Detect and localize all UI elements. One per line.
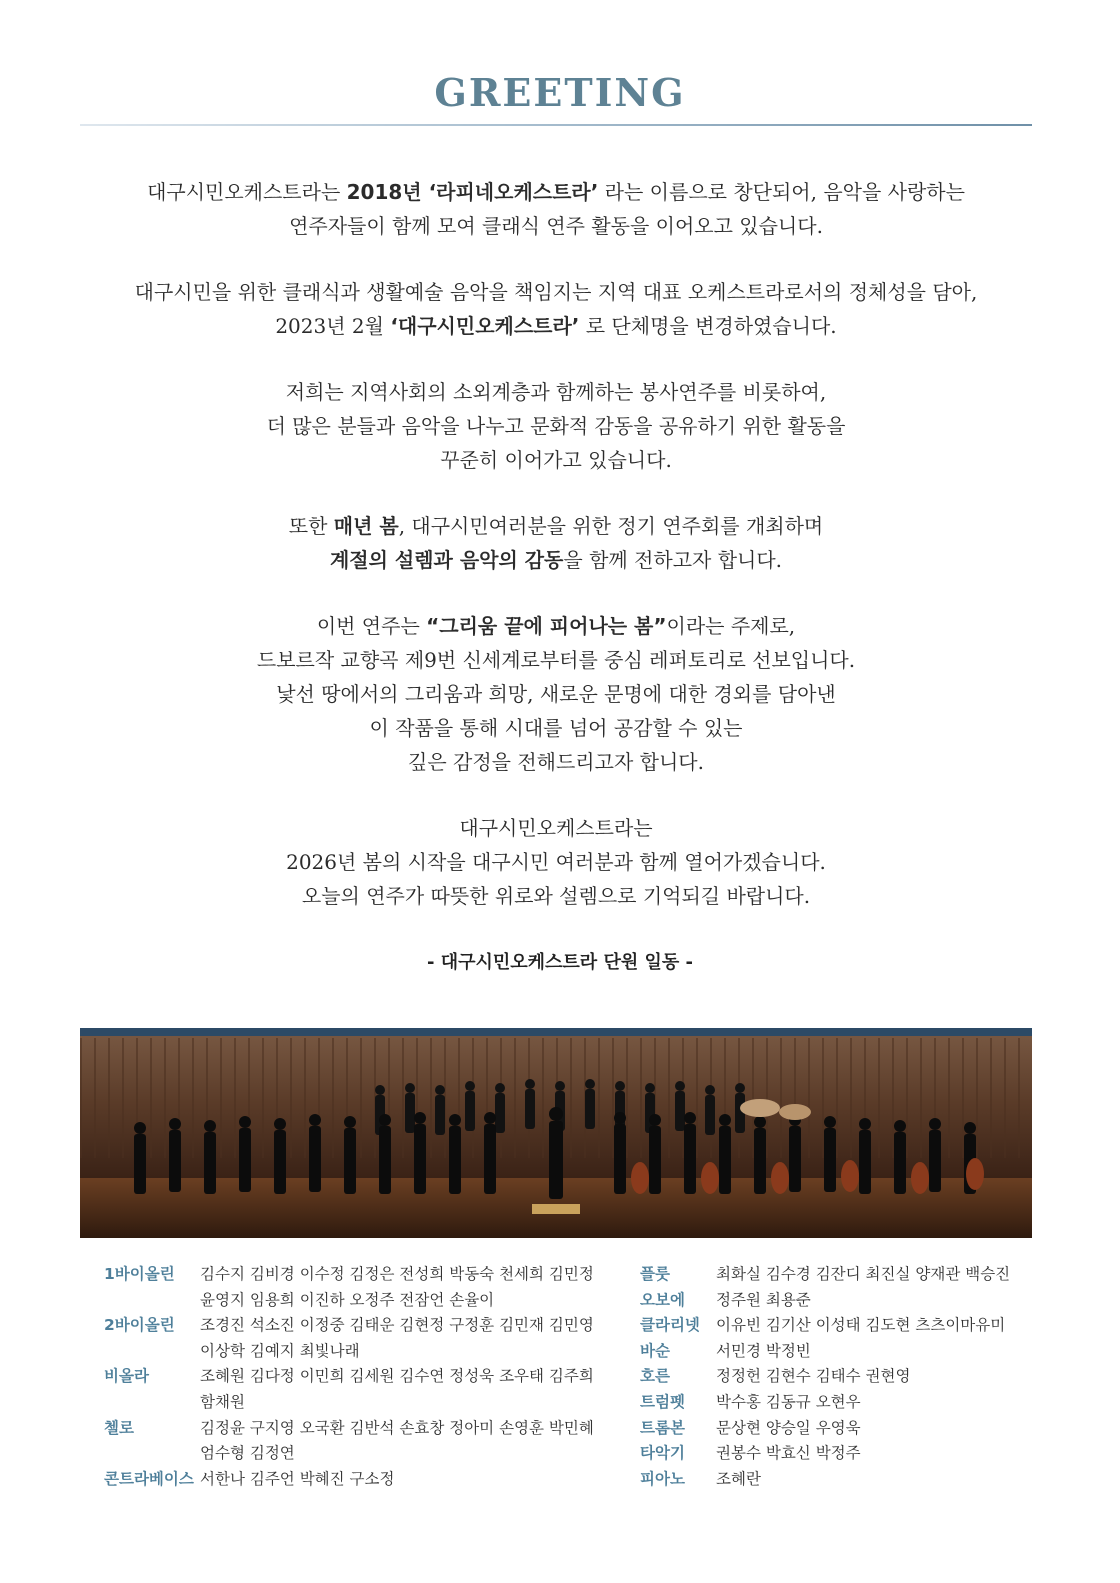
instrument-label: 첼로	[104, 1418, 134, 1437]
roster-row	[640, 1416, 1040, 1442]
greeting-paragraph-6	[80, 811, 1032, 913]
text-segment: 또한	[288, 514, 334, 538]
roster-row	[640, 1441, 1040, 1467]
instrument-label	[104, 1390, 200, 1416]
instrument-label: 비올라	[104, 1367, 149, 1386]
roster-column-right	[640, 1262, 1040, 1492]
member-names: 조경진 석소진 이정중 김태운 김현정 구정훈 김민재 김민영	[200, 1316, 594, 1335]
roster-row	[104, 1390, 624, 1416]
greeting-text	[80, 175, 1032, 945]
greeting-line: 꾸준히 이어가고 있습니다.	[440, 448, 672, 472]
greeting-line	[80, 543, 1032, 577]
text-segment-bold: 계절의 설렘과 음악의 감동	[329, 548, 564, 572]
instrument-label: 클라리넷	[640, 1316, 700, 1335]
text-segment: 라는 이름으로 창단되어, 음악을 사랑하는	[598, 180, 965, 204]
signature: - 대구시민오케스트라 단원 일동 -	[426, 952, 694, 973]
member-names: 엄수형 김정연	[200, 1444, 295, 1463]
instrument-label: 피아노	[640, 1469, 685, 1488]
page-title: GREETING	[434, 70, 686, 115]
greeting-line	[80, 609, 1032, 643]
text-segment: 이번 연주는	[316, 614, 427, 638]
roster-row	[104, 1441, 624, 1467]
roster-row	[640, 1467, 1040, 1493]
member-names: 박수홍 김동규 오현우	[716, 1392, 861, 1411]
title-divider	[80, 124, 1032, 126]
greeting-line: 대구시민을 위한 클래식과 생활예술 음악을 책임지는 지역 대표 오케스트라로서의 정체성을 담아,	[134, 280, 978, 304]
podium	[532, 1204, 580, 1214]
instrument-label: 2바이올린	[104, 1316, 175, 1335]
member-names: 김정윤 구지영 오국환 김반석 손효창 정아미 손영훈 박민혜	[200, 1418, 594, 1437]
member-names: 이상학 김예지 최빛나래	[200, 1341, 360, 1360]
instrument-label: 콘트라베이스	[104, 1469, 194, 1488]
greeting-line: 저희는 지역사회의 소외계층과 함께하는 봉사연주를 비롯하여,	[285, 380, 827, 404]
member-names: 서민경 박정빈	[716, 1341, 811, 1360]
text-segment-bold: “그리움 끝에 피어나는 봄”	[426, 614, 667, 638]
roster-row	[640, 1390, 1040, 1416]
member-names: 권봉수 박효신 박정주	[716, 1444, 861, 1463]
member-names: 조혜원 김다정 이민희 김세원 김수연 정성욱 조우태 김주희	[200, 1367, 594, 1386]
greeting-paragraph-2	[80, 275, 1032, 343]
text-segment-bold: 매년 봄	[333, 514, 399, 538]
text-segment: 을 함께 전하고자 합니다.	[563, 548, 783, 572]
instrument-label: 트롬본	[640, 1418, 685, 1437]
greeting-line: 대구시민오케스트라는	[459, 816, 653, 840]
greeting-line: 더 많은 분들과 음악을 나누고 문화적 감동을 공유하기 위한 활동을	[266, 414, 846, 438]
text-segment-bold: 2018년 ‘라피네오케스트라’	[346, 180, 599, 204]
greeting-line: 2026년 봄의 시작을 대구시민 여러분과 함께 열어가겠습니다.	[286, 850, 826, 874]
greeting-line: 연주자들이 함께 모여 클래식 연주 활동을 이어오고 있습니다.	[289, 214, 823, 238]
instrument-label: 오보에	[640, 1290, 685, 1309]
member-names: 이유빈 김기산 이성태 김도현 츠츠이마유미	[716, 1316, 1006, 1335]
roster-row	[640, 1288, 1040, 1314]
member-names: 정정헌 김현수 김태수 권현영	[716, 1367, 911, 1386]
greeting-line: 깊은 감정을 전해드리고자 합니다.	[408, 750, 704, 774]
text-segment-bold: ‘대구시민오케스트라’	[390, 314, 580, 338]
instrument-label	[104, 1441, 200, 1467]
text-segment: , 대구시민여러분을 위한 정기 연주회를 개최하며	[398, 514, 824, 538]
greeting-line	[80, 309, 1032, 343]
roster-row	[104, 1262, 624, 1288]
greeting-line: 낯선 땅에서의 그리움과 희망, 새로운 문명에 대한 경외를 담아낸	[276, 682, 836, 706]
member-names: 문상현 양승일 우영욱	[716, 1418, 861, 1437]
member-names: 함채원	[200, 1392, 245, 1411]
greeting-line: 오늘의 연주가 따뜻한 위로와 설렘으로 기억되길 바랍니다.	[301, 884, 811, 908]
roster-row	[640, 1339, 1040, 1365]
roster-row	[104, 1467, 624, 1493]
instrument-label: 호른	[640, 1367, 670, 1386]
member-names: 서한나 김주언 박혜진 구소정	[200, 1469, 395, 1488]
roster-row	[640, 1313, 1040, 1339]
roster-row	[104, 1313, 624, 1339]
member-names: 최화실 김수경 김잔디 최진실 양재관 백승진	[716, 1265, 1011, 1283]
greeting-line	[80, 509, 1032, 543]
instrument-label: 바순	[640, 1341, 670, 1360]
orchestra-photo	[80, 1028, 1032, 1238]
greeting-paragraph-1	[80, 175, 1032, 243]
member-names: 김수지 김비경 이수정 김정은 전성희 박동숙 천세희 김민정	[200, 1265, 594, 1283]
greeting-paragraph-5	[80, 609, 1032, 779]
text-segment: 2023년 2월	[275, 314, 391, 338]
greeting-paragraph-4	[80, 509, 1032, 577]
greeting-paragraph-3	[80, 375, 1032, 477]
roster-row	[640, 1364, 1040, 1390]
orchestra-photo-illustration	[80, 1028, 1032, 1238]
roster-column-left	[104, 1262, 624, 1492]
instrument-label	[104, 1288, 200, 1314]
instrument-label: 타악기	[640, 1444, 685, 1463]
roster-row	[104, 1416, 624, 1442]
ceiling-band	[80, 1028, 1032, 1036]
greeting-line: 드보르작 교향곡 제9번 신세계로부터를 중심 레퍼토리로 선보입니다.	[256, 648, 856, 672]
roster-row	[640, 1262, 1040, 1288]
text-segment: 로 단체명을 변경하였습니다.	[579, 314, 837, 338]
member-names: 조혜란	[716, 1469, 761, 1488]
member-names: 윤영지 임용희 이진하 오정주 전잠언 손율이	[200, 1290, 495, 1309]
greeting-line	[80, 175, 1032, 209]
greeting-line: 이 작품을 통해 시대를 넘어 공감할 수 있는	[369, 716, 743, 740]
roster-row	[104, 1288, 624, 1314]
roster-row	[104, 1339, 624, 1365]
roster-row	[104, 1364, 624, 1390]
text-segment: 대구시민오케스트라는	[147, 180, 347, 204]
text-segment: 이라는 주제로,	[666, 614, 796, 638]
instrument-label: 플룻	[640, 1265, 670, 1283]
instrument-label: 1바이올린	[104, 1265, 175, 1283]
instrument-label: 트럼펫	[640, 1392, 685, 1411]
member-names: 정주원 최용준	[716, 1290, 811, 1309]
instrument-label	[104, 1339, 200, 1365]
